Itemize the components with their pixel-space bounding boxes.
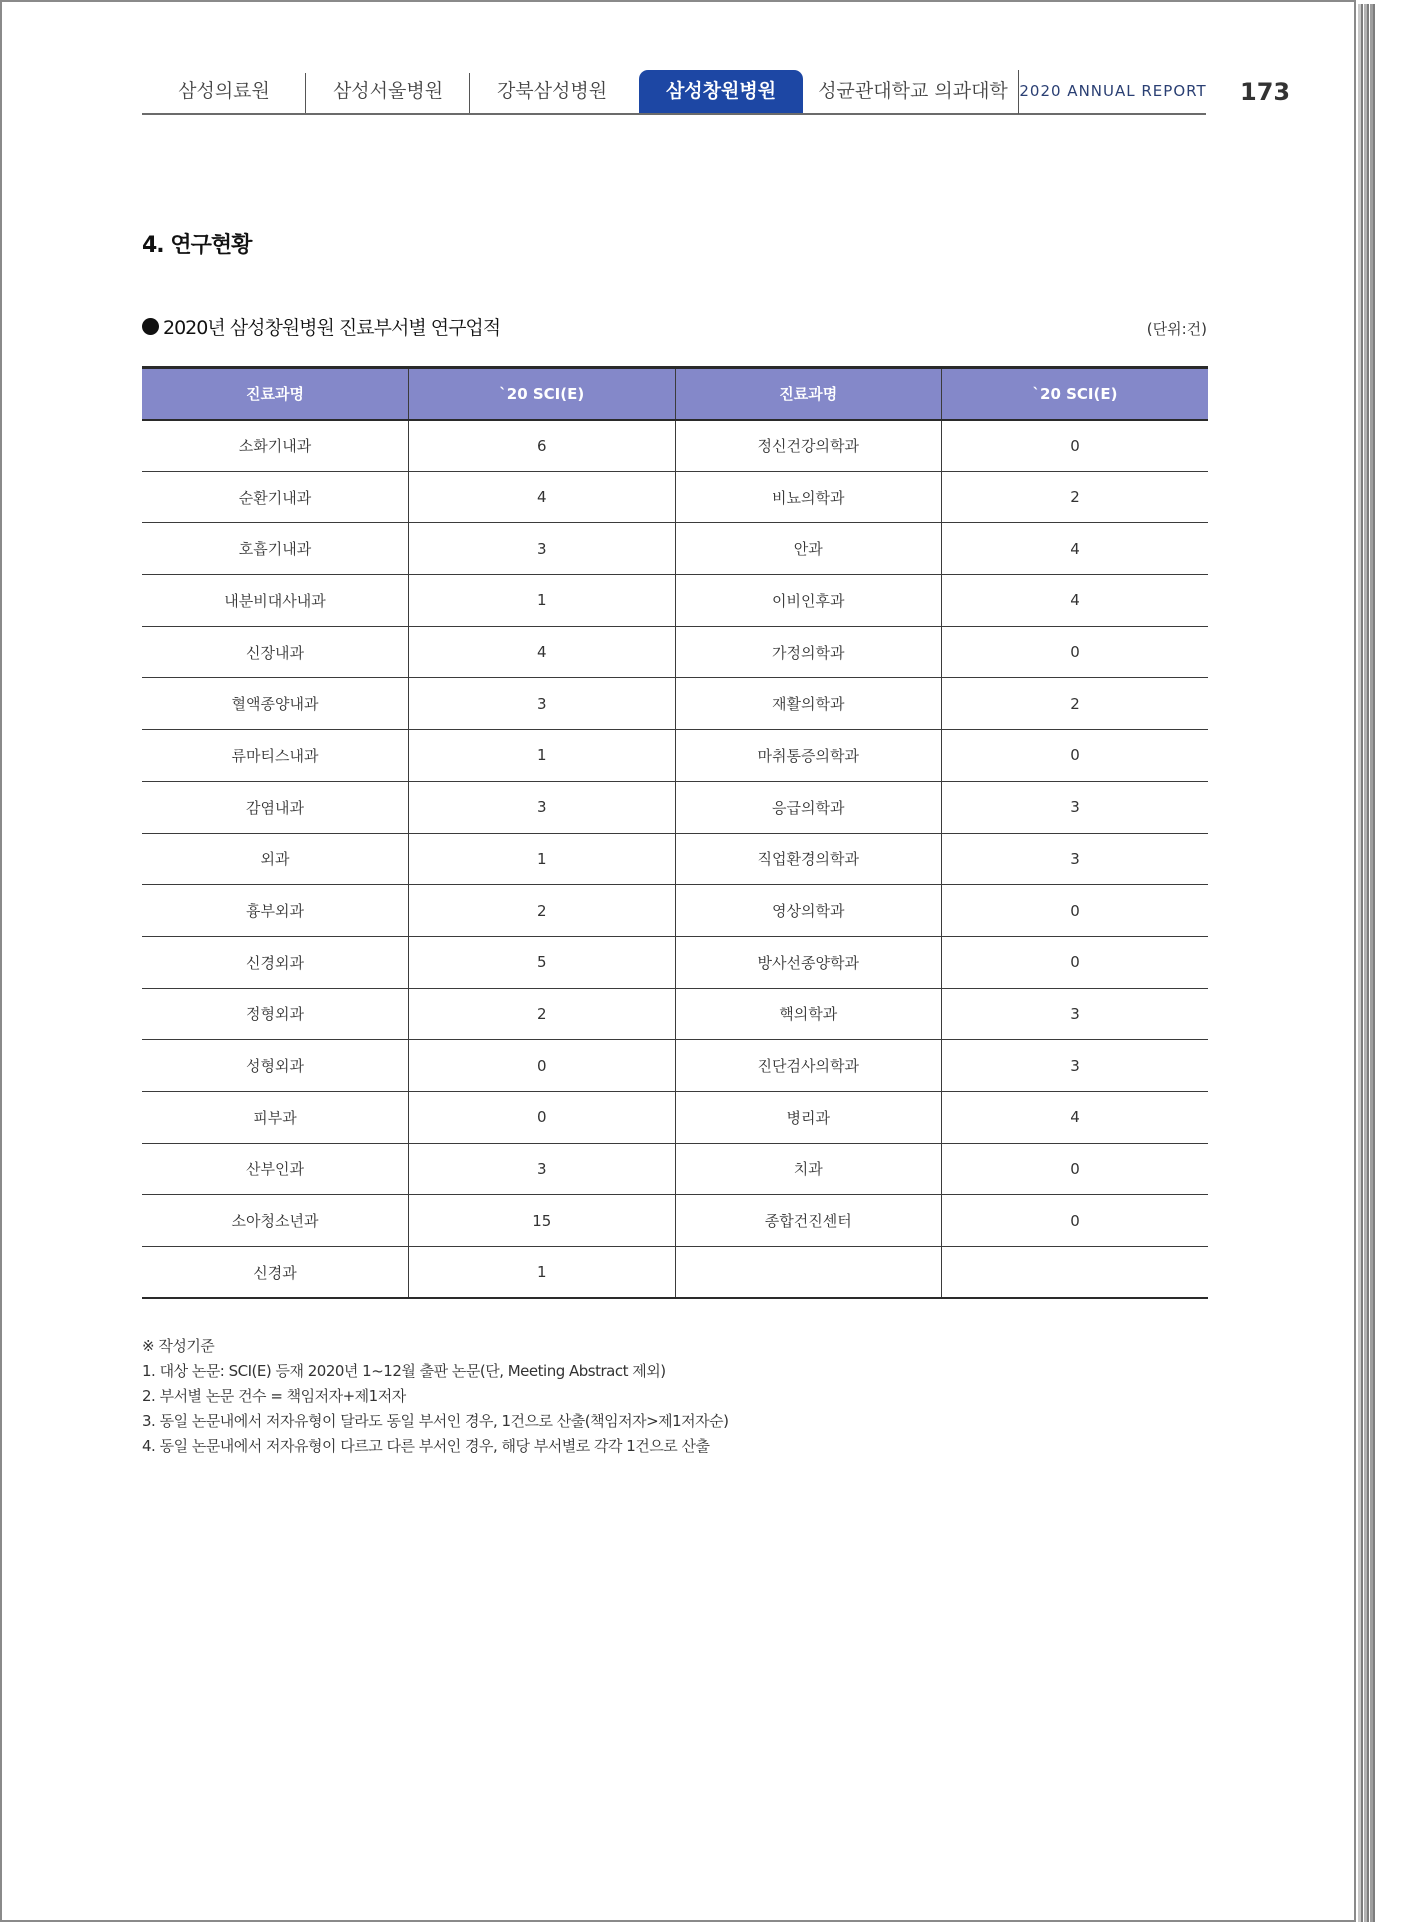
department-cell: 호흡기내과 — [142, 523, 409, 575]
department-cell: 종합건진센터 — [675, 1195, 942, 1247]
sci-count-cell: 4 — [942, 1091, 1209, 1143]
department-cell: 신경과 — [142, 1247, 409, 1299]
page-number: 173 — [1240, 78, 1291, 106]
department-cell: 혈액종양내과 — [142, 678, 409, 730]
sci-count-cell: 3 — [942, 988, 1209, 1040]
department-cell: 신경외과 — [142, 936, 409, 988]
footnote-item: 2. 부서별 논문 건수 = 책임저자+제1저자 — [142, 1387, 406, 1405]
tab-label: 성균관대학교 의과대학 — [818, 80, 1008, 102]
sci-count-cell: 4 — [942, 523, 1209, 575]
table-row — [142, 988, 1208, 1040]
department-cell — [675, 1247, 942, 1299]
sci-count-cell: 2 — [409, 988, 676, 1040]
sci-count-cell: 0 — [942, 936, 1209, 988]
column-header: `20 SCI(E) — [409, 368, 676, 420]
sci-count-cell: 1 — [409, 1247, 676, 1299]
tab-samsung-medical-center[interactable] — [142, 70, 306, 114]
column-header: `20 SCI(E) — [942, 368, 1209, 420]
page-stack-edge — [1370, 4, 1375, 1922]
table-row — [142, 1091, 1208, 1143]
sci-count-cell: 3 — [409, 781, 676, 833]
sci-count-cell: 3 — [942, 833, 1209, 885]
annual-report-label: 2020 ANNUAL REPORT — [1018, 70, 1207, 114]
table-caption — [142, 313, 500, 340]
tab-label: 삼성의료원 — [178, 80, 270, 102]
sci-count-cell: 4 — [409, 626, 676, 678]
unit-note: (단위:건) — [1146, 320, 1207, 338]
department-cell: 내분비대사내과 — [142, 575, 409, 627]
page-stack-edge — [1364, 4, 1369, 1922]
department-cell: 정신건강의학과 — [675, 420, 942, 472]
table-row — [142, 523, 1208, 575]
table-row — [142, 936, 1208, 988]
department-cell: 소아청소년과 — [142, 1195, 409, 1247]
column-header: 진료과명 — [675, 368, 942, 420]
department-cell: 마취통증의학과 — [675, 730, 942, 782]
department-cell: 진단검사의학과 — [675, 1040, 942, 1092]
tab-label: 삼성창원병원 — [665, 80, 777, 102]
sci-count-cell: 3 — [409, 523, 676, 575]
table-row — [142, 833, 1208, 885]
table-row — [142, 1040, 1208, 1092]
department-cell: 직업환경의학과 — [675, 833, 942, 885]
table-row — [142, 1247, 1208, 1299]
department-cell: 치과 — [675, 1143, 942, 1195]
department-cell: 흉부외과 — [142, 885, 409, 937]
table-row — [142, 471, 1208, 523]
sci-count-cell: 1 — [409, 575, 676, 627]
table-row — [142, 626, 1208, 678]
department-cell: 피부과 — [142, 1091, 409, 1143]
sci-count-cell: 3 — [942, 1040, 1209, 1092]
sci-count-cell: 2 — [942, 678, 1209, 730]
department-cell: 류마티스내과 — [142, 730, 409, 782]
department-cell: 영상의학과 — [675, 885, 942, 937]
department-cell: 방사선종양학과 — [675, 936, 942, 988]
department-cell: 안과 — [675, 523, 942, 575]
sci-count-cell: 2 — [942, 471, 1209, 523]
sci-count-cell: 5 — [409, 936, 676, 988]
department-cell: 성형외과 — [142, 1040, 409, 1092]
bullet-icon — [142, 318, 159, 335]
department-cell: 핵의학과 — [675, 988, 942, 1040]
footnote-item: 4. 동일 논문내에서 저자유형이 다르고 다른 부서인 경우, 해당 부서별로 각각 1건으로 산출 — [142, 1437, 710, 1455]
footnote-item: 1. 대상 논문: SCI(E) 등재 2020년 1~12월 출판 논문(단, Meeting Abstract 제외) — [142, 1362, 666, 1380]
department-cell: 응급의학과 — [675, 781, 942, 833]
tab-kangbuk-samsung-hospital[interactable] — [470, 70, 634, 114]
sci-count-cell: 0 — [942, 885, 1209, 937]
sci-count-cell: 0 — [409, 1091, 676, 1143]
department-cell: 신장내과 — [142, 626, 409, 678]
table-row — [142, 1195, 1208, 1247]
department-cell: 재활의학과 — [675, 678, 942, 730]
sci-count-cell: 0 — [942, 1143, 1209, 1195]
footnote-item: 3. 동일 논문내에서 저자유형이 달라도 동일 부서인 경우, 1건으로 산출(책임저자>제1저자순) — [142, 1412, 729, 1430]
sci-count-cell: 15 — [409, 1195, 676, 1247]
tab-samsung-changwon-hospital[interactable] — [639, 70, 803, 114]
table-row — [142, 730, 1208, 782]
tab-samsung-seoul-hospital[interactable] — [306, 70, 470, 114]
sci-count-cell: 0 — [942, 420, 1209, 472]
tab-label: 삼성서울병원 — [332, 80, 444, 102]
department-cell: 비뇨의학과 — [675, 471, 942, 523]
section-title: 4. 연구현황 — [142, 233, 252, 258]
sci-count-cell: 3 — [409, 1143, 676, 1195]
department-cell: 순환기내과 — [142, 471, 409, 523]
table-header-row — [142, 368, 1208, 420]
criteria-footnotes — [142, 1334, 729, 1459]
sci-count-cell: 1 — [409, 833, 676, 885]
department-cell: 병리과 — [675, 1091, 942, 1143]
department-cell: 가정의학과 — [675, 626, 942, 678]
table-caption-text: 2020년 삼성창원병원 진료부서별 연구업적 — [163, 317, 501, 339]
sci-count-cell: 2 — [409, 885, 676, 937]
sci-count-cell: 0 — [942, 1195, 1209, 1247]
table-row — [142, 420, 1208, 472]
page-stack-edge — [1358, 4, 1363, 1922]
table-row — [142, 885, 1208, 937]
tab-label: 강북삼성병원 — [496, 80, 608, 102]
table-row — [142, 1143, 1208, 1195]
department-cell: 소화기내과 — [142, 420, 409, 472]
research-performance-table — [142, 366, 1208, 1299]
sci-count-cell — [942, 1247, 1209, 1299]
column-header: 진료과명 — [142, 368, 409, 420]
sci-count-cell: 1 — [409, 730, 676, 782]
department-cell: 외과 — [142, 833, 409, 885]
sci-count-cell: 0 — [942, 626, 1209, 678]
department-cell: 감염내과 — [142, 781, 409, 833]
footnote-heading: ※ 작성기준 — [142, 1337, 215, 1355]
table-row — [142, 575, 1208, 627]
table-row — [142, 781, 1208, 833]
department-cell: 정형외과 — [142, 988, 409, 1040]
table-row — [142, 678, 1208, 730]
sci-count-cell: 0 — [409, 1040, 676, 1092]
sci-count-cell: 6 — [409, 420, 676, 472]
sci-count-cell: 4 — [942, 575, 1209, 627]
sci-count-cell: 3 — [409, 678, 676, 730]
sci-count-cell: 3 — [942, 781, 1209, 833]
department-cell: 이비인후과 — [675, 575, 942, 627]
sci-count-cell: 0 — [942, 730, 1209, 782]
department-cell: 산부인과 — [142, 1143, 409, 1195]
sci-count-cell: 4 — [409, 471, 676, 523]
tab-skku-medical-school[interactable] — [808, 70, 1018, 114]
